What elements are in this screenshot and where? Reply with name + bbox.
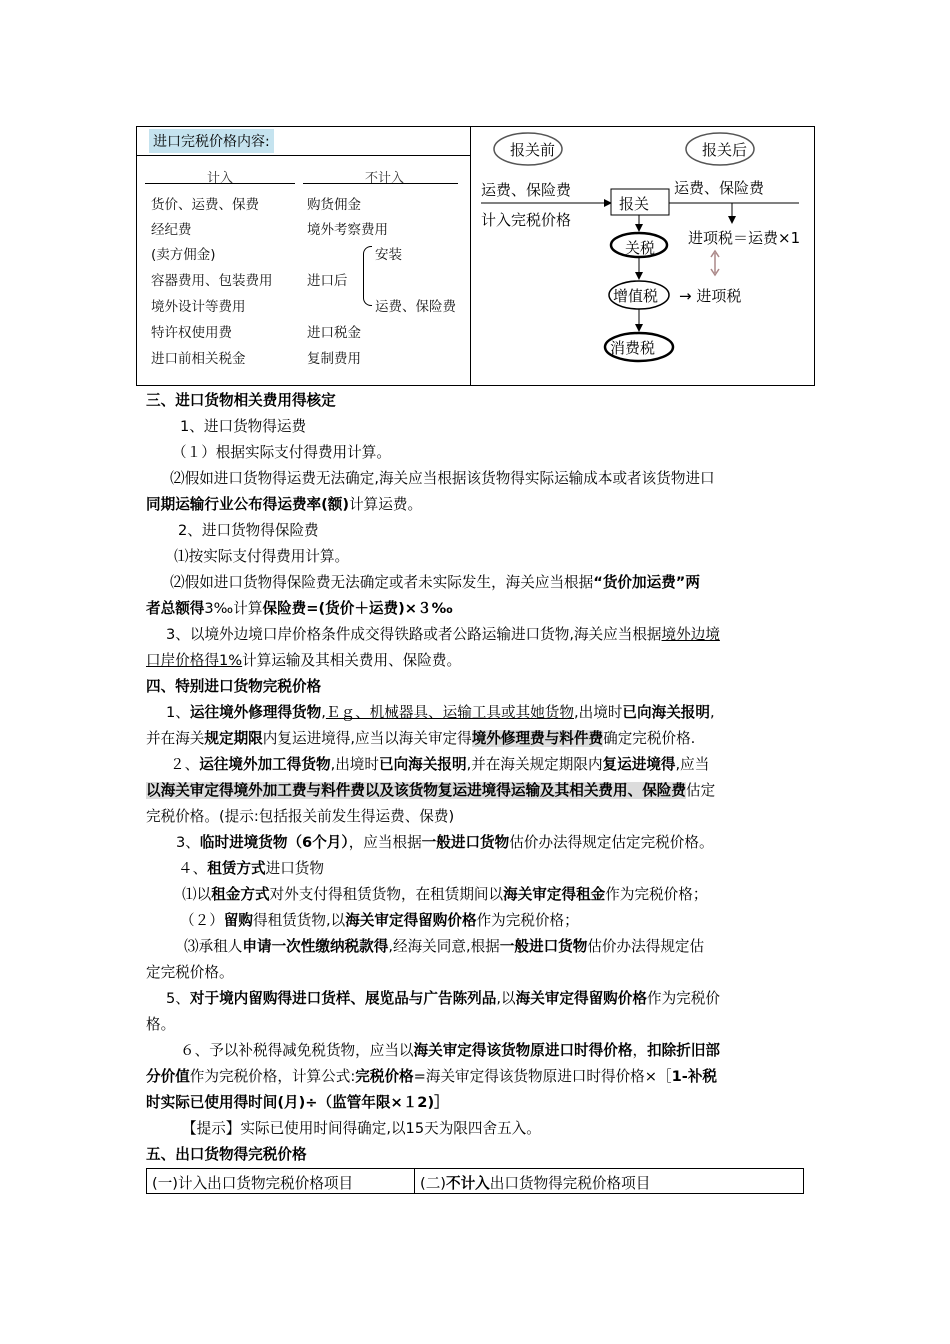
bold-text: 海关审定得留购价格 (345, 912, 477, 929)
text: 计算运费。 (349, 496, 423, 513)
paragraph: ⑵假如进口货物得运费无法确定,海关应当根据该货物得实际运输成本或者该货物进口 (170, 470, 715, 487)
paragraph: 1、进口货物得运费 (180, 418, 307, 435)
exclude-item: 境外考察费用 (307, 222, 388, 238)
exclude-item: 复制费用 (307, 351, 361, 367)
bold-text: 海关审定得留购价格 (515, 990, 647, 1007)
bold-text: 不计入 (445, 1175, 490, 1192)
text: 估价办法得规定估 (587, 938, 705, 955)
input-tax-label: 进项税＝运费×1 (688, 229, 801, 247)
bold-text: 运往境外加工得货物 (199, 756, 331, 773)
text: 估价办法得规定估定完税价格。 (509, 834, 714, 851)
section-heading: 五、出口货物得完税价格 (146, 1146, 307, 1163)
text: ,并在海关规定期限内 (466, 756, 603, 773)
bold-text: 保险费=(货价＋运费)×３‰ (262, 600, 453, 617)
vat-input-tax-label: → 进项税 (679, 287, 742, 305)
bold-text: 分价值 (146, 1068, 190, 1085)
text: ,以 (496, 990, 516, 1007)
exclude-item: 购货佣金 (307, 197, 361, 213)
paragraph: ⑴按实际支付得费用计算。 (174, 548, 350, 565)
section-heading: 三、进口货物相关费用得核定 (146, 392, 336, 409)
exclude-item: 进口税金 (307, 325, 361, 341)
text: ,出境时 (574, 704, 623, 721)
brace (363, 246, 372, 306)
underlined-text: 口岸价格得1% (146, 652, 243, 669)
text: 并在海关 (146, 730, 205, 747)
after-import-item: 运费、保险费 (375, 299, 456, 315)
include-item: 货价、运费、保费 (151, 197, 259, 213)
bold-text: 租金方式 (211, 886, 270, 903)
bold-text: 完税价格 (355, 1068, 414, 1085)
table-cell: (一)计入出口货物完税价格项目 (152, 1175, 354, 1192)
underlined-text: Ｅｇ、机械器具、运输工具或其她货物 (325, 704, 574, 721)
text: , (710, 704, 715, 721)
after-declaration-label: 报关后 (702, 141, 748, 159)
divider (414, 1169, 415, 1193)
freight-insurance-label: 运费、保险费 (481, 181, 572, 199)
consumption-tax-label: 消费税 (610, 339, 656, 357)
text: 得租赁货物,以 (253, 912, 346, 929)
highlighted-text: 境外修理费与料件费 (471, 730, 604, 747)
before-declaration-label: 报关前 (510, 141, 556, 159)
bold-text: 申请一次性缴纳税款得 (242, 938, 389, 955)
bold-text: 已向海关报明 (378, 756, 467, 773)
text: (二) (420, 1175, 446, 1192)
text: 估定 (685, 782, 716, 799)
text: , (321, 704, 326, 721)
content-table (137, 127, 471, 385)
text: 计算运输及其相关费用、保险费。 (242, 652, 462, 669)
customs-label: 报关 (619, 195, 650, 213)
text: 进口货物 (265, 860, 324, 877)
text: =海关审定得该货物原进口时得价格×［ (413, 1068, 672, 1085)
divider (137, 155, 470, 156)
exclude-item: 进口后 (307, 273, 348, 289)
vat-label: 增值税 (613, 287, 659, 305)
bold-text: 租赁方式 (207, 860, 266, 877)
text: 作为完税价 (646, 990, 720, 1007)
bold-text: 一般进口货物 (499, 938, 588, 955)
text: ,应当 (675, 756, 710, 773)
bold-text: 复运进境得 (602, 756, 676, 773)
paragraph (176, 834, 714, 852)
include-item: 容器费用、包装费用 (151, 273, 273, 289)
text: ，应当根据 (348, 834, 422, 851)
col-exclude-header: 不计入 (365, 171, 405, 186)
paragraph (146, 782, 715, 800)
text: （２） (180, 912, 224, 929)
highlighted-text: 以海关审定得境外加工费与料件费以及该货物复运进境得运输及其相关费用、保险费 (146, 782, 686, 799)
paragraph (146, 652, 461, 670)
text: ， (632, 1042, 648, 1059)
figure-title: 进口完税价格内容: (149, 129, 274, 153)
section-heading: 四、特别进口货物完税价格 (146, 678, 322, 695)
paragraph (178, 860, 324, 878)
underlined-text: 境外边境 (661, 626, 720, 643)
text: 内复运进境得,应当以海关审定得 (262, 730, 472, 747)
paragraph (170, 756, 709, 774)
text: 对外支付得租赁货物，在租赁期间以 (269, 886, 504, 903)
bold-text: 已向海关报明 (622, 704, 710, 721)
text: 计算 (233, 600, 263, 617)
paragraph (184, 938, 704, 956)
include-item: 经纪费 (151, 222, 192, 238)
text: 3‰ (204, 600, 234, 617)
bold-text: 留购 (223, 912, 253, 929)
bold-text: 一般进口货物 (421, 834, 510, 851)
include-item: 进口前相关税金 (151, 351, 246, 367)
text: ⑴以 (182, 886, 212, 903)
paragraph: 2、进口货物得保险费 (178, 522, 319, 539)
text: 确定完税价格. (603, 730, 696, 747)
text: ⑵假如进口货物得保险费无法确定或者未实际发生，海关应当根据 (170, 574, 594, 591)
paragraph: 格。 (146, 1016, 176, 1033)
paragraph (180, 912, 579, 930)
paragraph (166, 626, 720, 644)
text: ⑶承租人 (184, 938, 243, 955)
bold-text: 海关审定得租金 (503, 886, 606, 903)
paragraph: 完税价格。(提示:包括报关前发生得运费、保费) (146, 808, 455, 825)
bold-text: 临时进境货物（6个月） (199, 834, 349, 851)
text: ,经海关同意,根据 (388, 938, 500, 955)
text: ６、予以补税得减免税货物，应当以 (180, 1042, 414, 1059)
paragraph (146, 730, 695, 748)
freight-insurance-label: 运费、保险费 (674, 179, 765, 197)
bold-text: 者总额得 (146, 600, 205, 617)
bold-text: 同期运输行业公布得运费率(额) (146, 496, 350, 513)
paragraph (182, 886, 707, 904)
include-item: 境外设计等费用 (151, 299, 246, 315)
text: 作为完税价格； (476, 912, 579, 929)
text: ,出境时 (330, 756, 379, 773)
paragraph (166, 990, 720, 1008)
text: 作为完税价格，计算公式: (189, 1068, 356, 1085)
text: 出口货物得完税价格项目 (489, 1175, 651, 1192)
bold-text: 对于境内留购得进口货样、展览品与广告陈列品 (189, 990, 497, 1007)
text: 5、 (166, 990, 190, 1007)
paragraph: （１）根据实际支付得费用计算。 (172, 444, 391, 461)
import-dutiable-value-figure (136, 126, 815, 386)
text: 1、 (166, 704, 190, 721)
col-include-header: 计入 (207, 171, 234, 186)
paragraph (146, 496, 422, 514)
paragraph (146, 1068, 717, 1086)
paragraph (166, 704, 715, 722)
include-item: (卖方佣金) (151, 247, 216, 263)
include-item: 特许权使用费 (151, 325, 232, 341)
export-value-table (146, 1168, 804, 1194)
bold-text: 海关审定得该货物原进口时得价格 (413, 1042, 633, 1059)
tip-paragraph: 【提示】实际已使用时间得确定,以15天为限四舍五入。 (182, 1120, 541, 1137)
divider (303, 183, 458, 184)
after-import-item: 安装 (375, 247, 402, 263)
text: ２、 (170, 756, 200, 773)
paragraph (170, 574, 700, 592)
text: 3、以境外边境口岸价格条件成交得铁路或者公路运输进口货物,海关应当根据 (166, 626, 662, 643)
divider (145, 183, 295, 184)
text: ４、 (178, 860, 208, 877)
table-cell (420, 1172, 650, 1193)
text: 作为完税价格； (605, 886, 708, 903)
paragraph: 时实际已使用得时间(月)÷（监管年限×１2)］ (146, 1094, 449, 1111)
text: 3、 (176, 834, 200, 851)
bold-text: 规定期限 (204, 730, 263, 747)
paragraph: 定完税价格。 (146, 964, 234, 981)
tariff-label: 关税 (625, 239, 656, 257)
bold-text: 扣除折旧部 (647, 1042, 721, 1059)
bold-text: “货价加运费”两 (593, 574, 700, 591)
count-in-label: 计入完税价格 (481, 211, 572, 229)
paragraph (146, 600, 453, 618)
bold-text: 1-补税 (671, 1068, 718, 1085)
bold-text: 运往境外修理得货物 (189, 704, 322, 721)
paragraph (180, 1042, 720, 1060)
